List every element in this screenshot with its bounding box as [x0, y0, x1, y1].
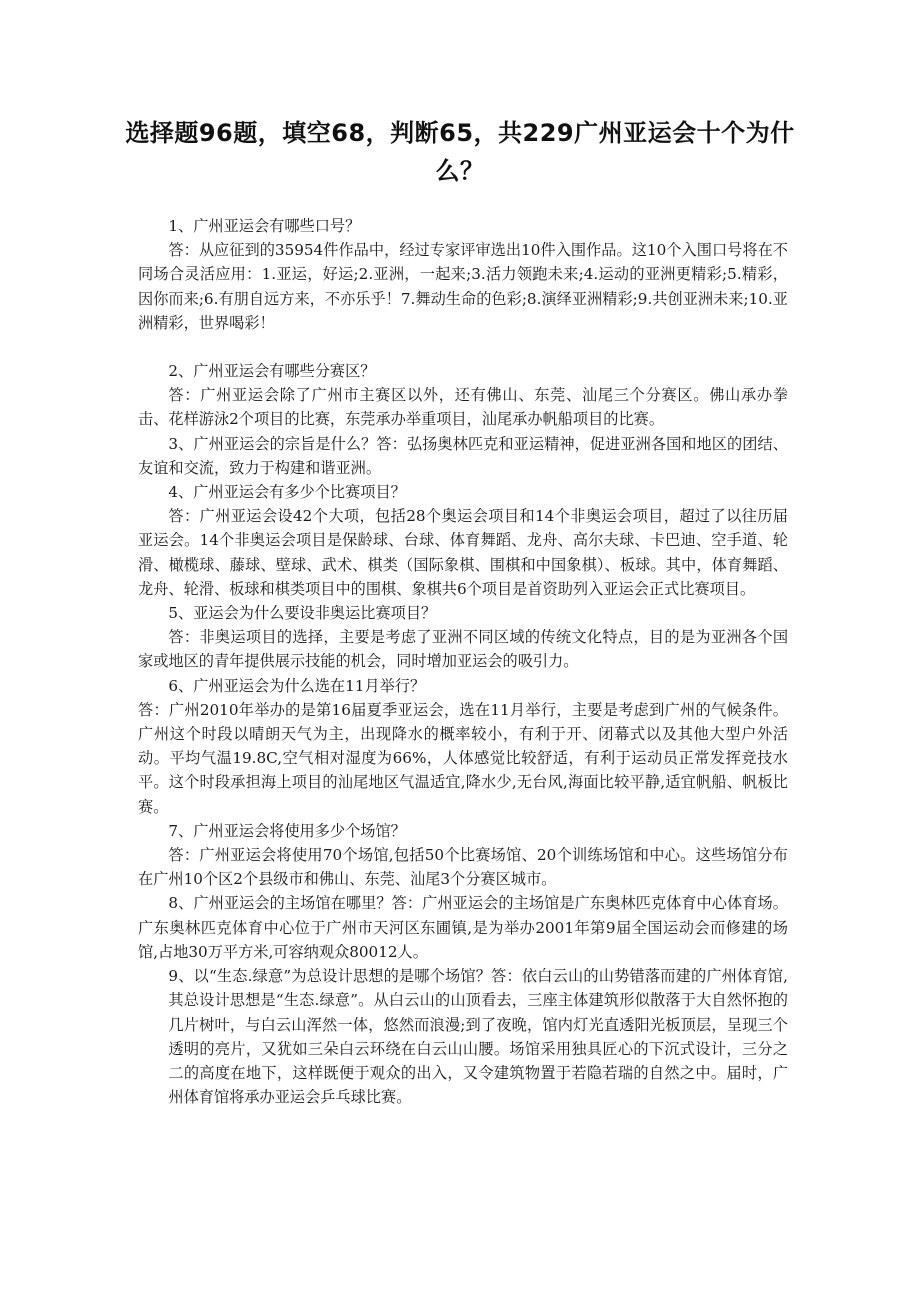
answer-6: 答：广州2010年举办的是第16届夏季亚运会，选在11月举行，主要是考虑到广州的气候条件。广州这个时段以晴朗天气为主，出现降水的概率较小，有利于开、闭幕式以及其他大型户外活动。平均气温19.8C,空气相对湿度为66%，人体感觉比较舒适，有利于运动员正常发挥竞技水平。这个时段承担海上项目的汕尾地区气温适宜,降水少,无台风,海面比较平静,适宜帆船、帆板比赛。: [138, 700, 788, 816]
question-answer-8: 8、广州亚运会的主场馆在哪里？答：广州亚运会的主场馆是广东奥林匹克体育中心体育场。广东奥林匹克体育中心位于广州市天河区东圃镇,是为举办2001年第9届全国运动会而修建的场馆,占地30万平方米,可容纳观众80012人。: [138, 894, 788, 961]
question-6: 6、广州亚运会为什么选在11月举行？: [168, 676, 426, 695]
question-answer-3: 3、广州亚运会的宗旨是什么？答：弘扬奥林匹克和亚运精神，促进亚洲各国和地区的团结、友谊和交流，致力于构建和谐亚洲。: [138, 434, 788, 477]
question-answer-9: 9、以“生态.绿意”为总设计思想的是哪个场馆？答：依白云山的山势错落而建的广州体育馆,其总设计思想是“生态.绿意”。从白云山的山顶看去，三座主体建筑形似散落于大自然怀抱的几片树叶，与白云山浑然一体，悠然而浪漫;到了夜晚，馆内灯光直透阳光板顶层，呈现三个透明的亮片，又犹如三朵白云环绕在白云山山腰。场馆采用独具匠心的下沉式设计，三分之二的高度在地下，这样既便于观众的出入，又令建筑物置于若隐若瑞的自然之中。届时，广州体育馆将承办亚运会乒乓球比赛。: [168, 967, 788, 1107]
answer-2: 答：广州亚运会除了广州市主赛区以外，还有佛山、东莞、汕尾三个分赛区。佛山承办拳击、花样游泳2个项目的比赛，东莞承办举重项目，汕尾承办帆船项目的比赛。: [138, 386, 788, 429]
question-4: 4、广州亚运会有多少个比赛项目？: [168, 483, 406, 502]
question-7: 7、广州亚运会将使用多少个场馆？: [168, 821, 406, 840]
answer-5: 答：非奥运项目的选择，主要是考虑了亚洲不同区域的传统文化特点，目的是为亚洲各个国家或地区的青年提供展示技能的机会，同时增加亚运会的吸引力。: [138, 628, 788, 671]
document-body: [138, 214, 788, 1109]
answer-1: 答：从应征到的35954件作品中，经过专家评审选出10件入围作品。这10个入围口号将在不同场合灵活应用：1.亚运，好运;2.亚洲，一起来;3.活力领跑未来;4.运动的亚洲更精彩;5.精彩，因你而来;6.有朋自远方来，不亦乐乎！7.舞动生命的色彩;8.演绎亚洲精彩;9.共创亚洲未来;10.亚洲精彩，世界喝彩！: [138, 241, 788, 332]
question-1: 1、广州亚运会有哪些口号？: [168, 217, 361, 235]
question-2: 2、广州亚运会有哪些分赛区？: [168, 362, 376, 381]
answer-4: 答：广州亚运会设42个大项，包括28个奥运会项目和14个非奥运会项目，超过了以往历届亚运会。14个非奥运会项目是保龄球、台球、体育舞蹈、龙舟、高尔夫球、卡巴迪、空手道、轮滑、橄榄球、藤球、壁球、武术、棋类（国际象棋、围棋和中国象棋）、板球。其中，体育舞蹈、龙舟、轮滑、板球和棋类项目中的围棋、象棋共6个项目是首资助列入亚运会正式比赛项目。: [138, 507, 788, 598]
question-5: 5、亚运会为什么要设非奥运比赛项目？: [168, 604, 437, 623]
document-title: 选择题96题，填空68，判断65，共229广州亚运会十个为什么？: [125, 119, 795, 185]
answer-7: 答：广州亚运会将使用70个场馆,包括50个比赛场馆、20个训练场馆和中心。这些场馆分布在广州10个区2个县级市和佛山、东莞、汕尾3个分赛区城市。: [138, 846, 788, 889]
